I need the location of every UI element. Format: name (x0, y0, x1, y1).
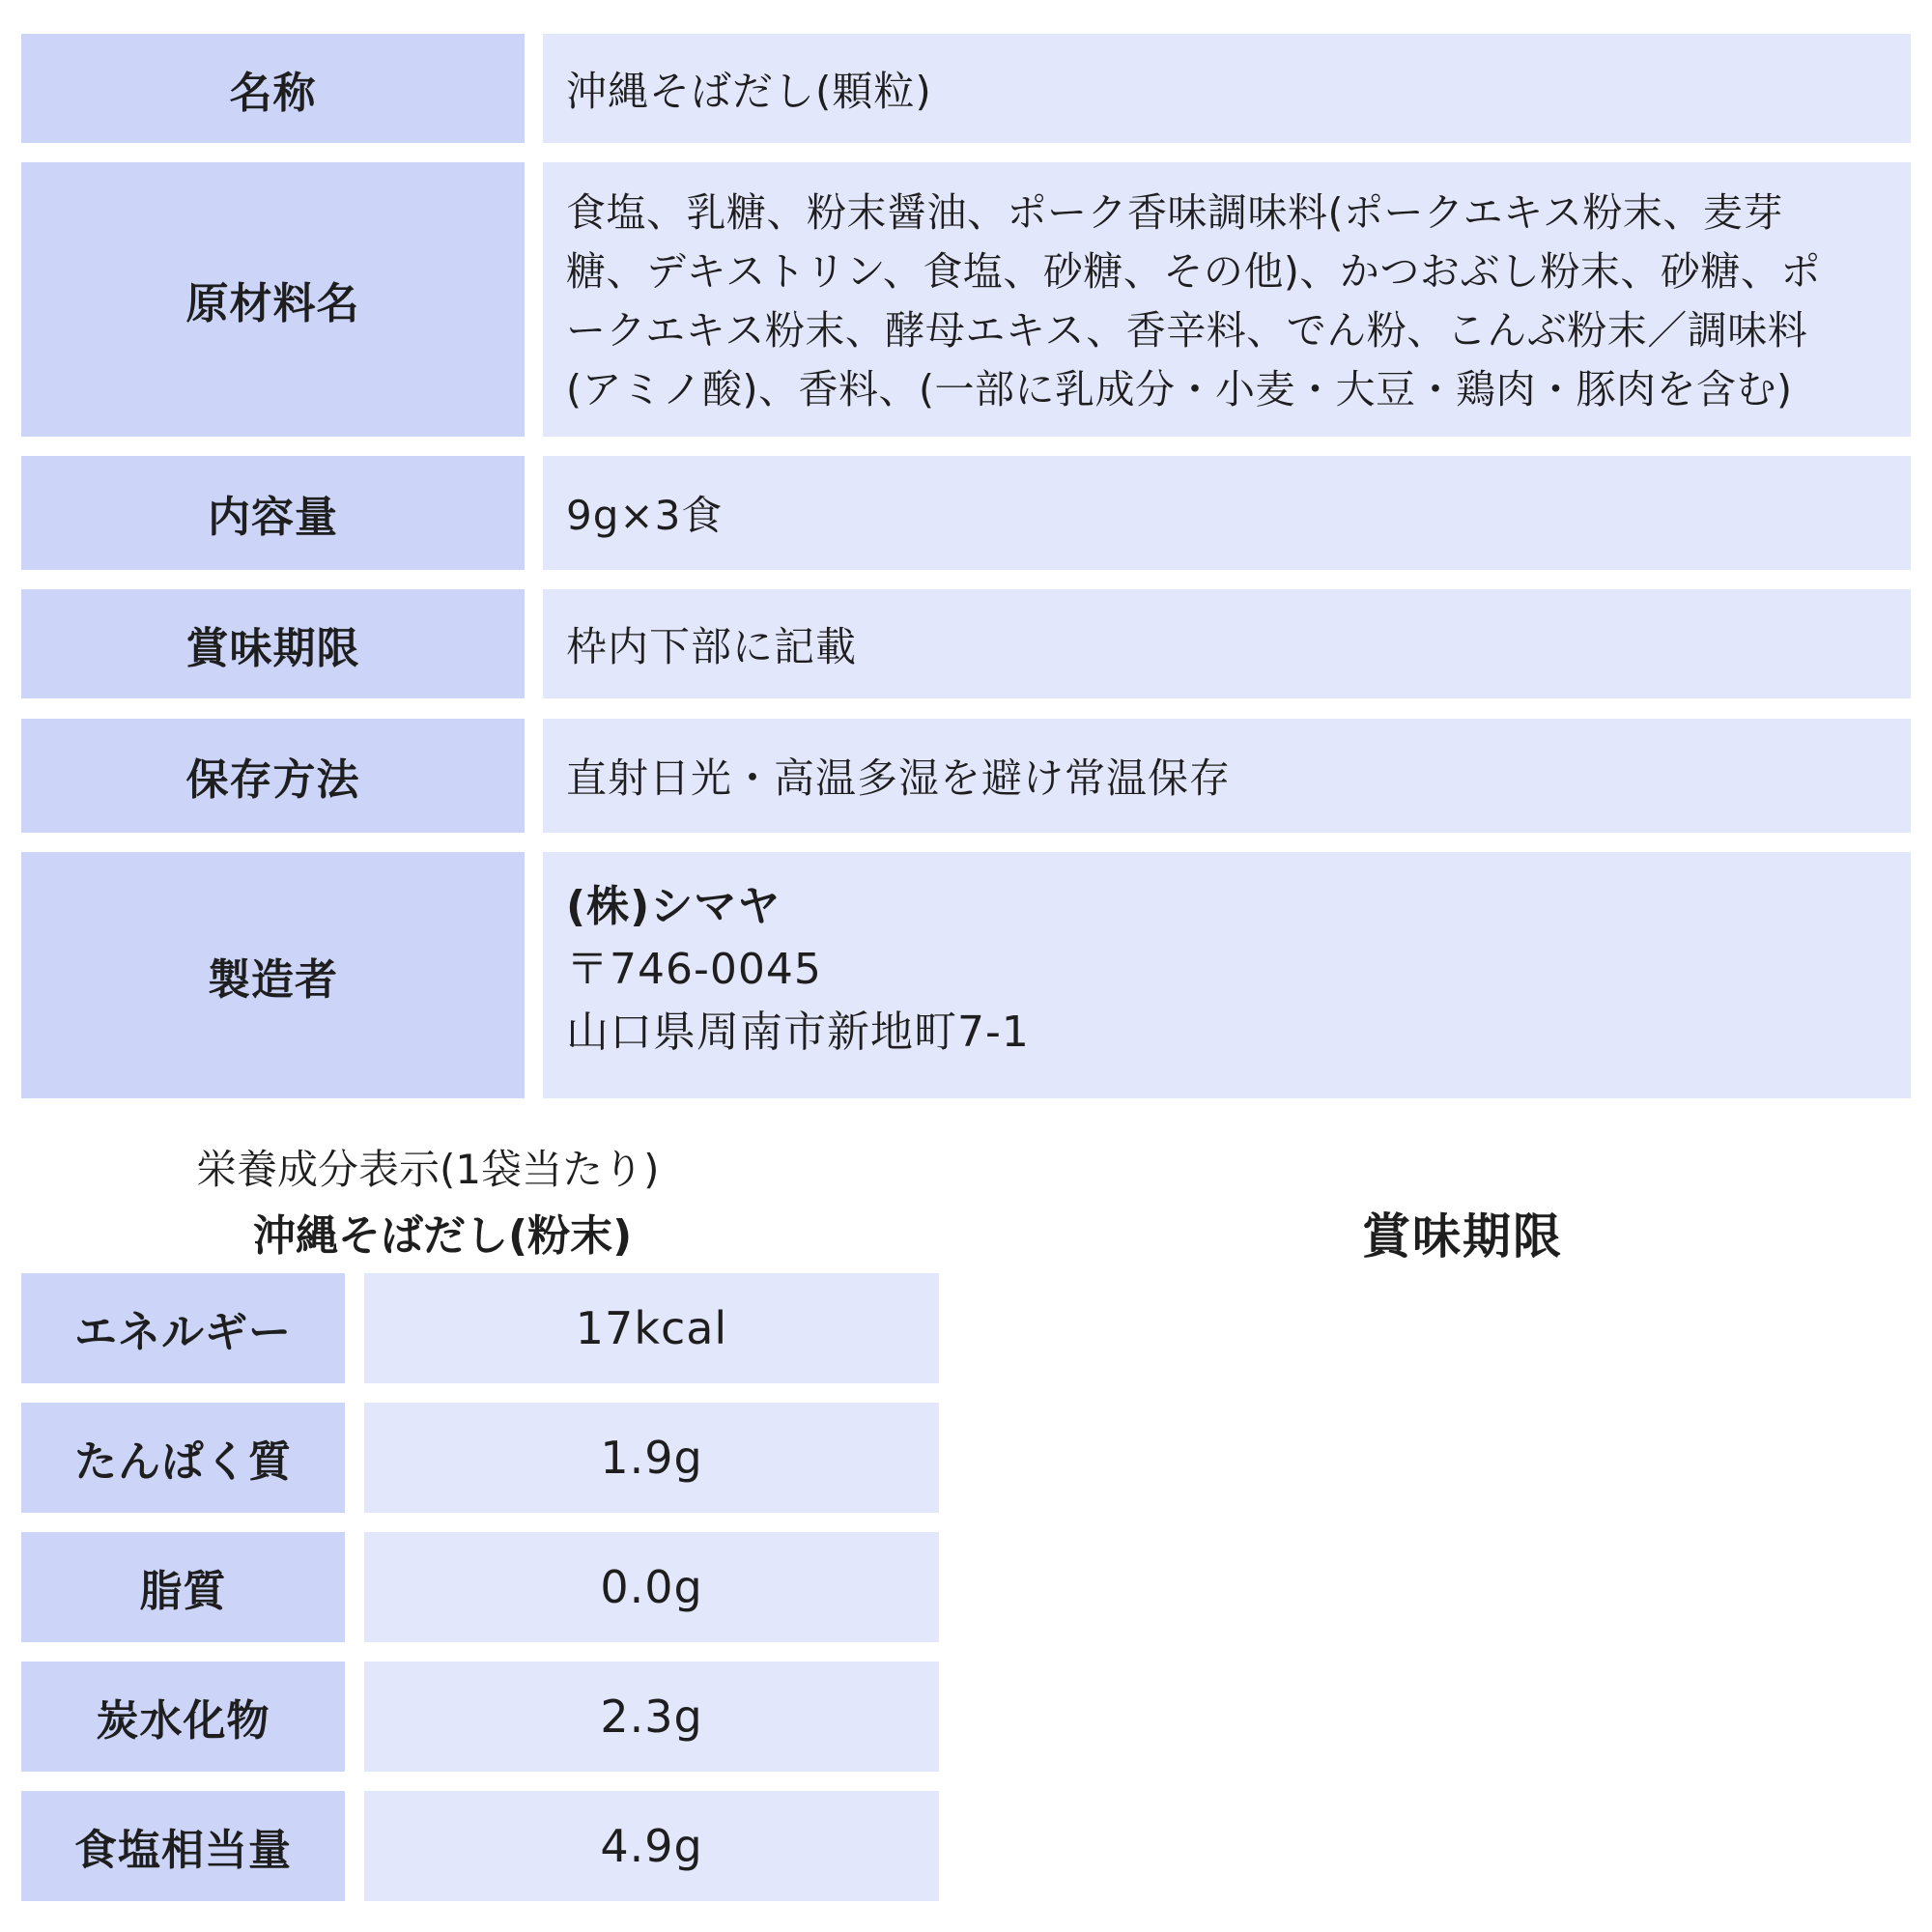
label-ingredients: 原材料名 (21, 162, 525, 437)
label-best-before: 賞味期限 (21, 589, 525, 698)
nutrition-value-carbohydrates: 2.3g (364, 1662, 939, 1772)
value-best-before: 枠内下部に記載 (543, 589, 1911, 698)
value-content-amount: 9g×3食 (543, 456, 1911, 570)
manufacturer-postal-code: 〒746-0045 (566, 945, 822, 994)
label-manufacturer: 製造者 (21, 852, 525, 1098)
nutrition-value-fat: 0.0g (364, 1532, 939, 1642)
nutrition-label-protein: たんぱく質 (21, 1403, 345, 1513)
manufacturer-company: (株)シマヤ (566, 882, 781, 931)
ingredients-line: ークエキス粉末、酵母エキス、香辛料、でん粉、こんぶ粉末／調味料 (566, 307, 1808, 354)
value-ingredients (543, 162, 1911, 437)
nutrition-label-carbohydrates: 炭水化物 (21, 1662, 345, 1772)
nutrition-value-protein: 1.9g (364, 1403, 939, 1513)
ingredients-line: 糖、デキストリン、食塩、砂糖、その他)、かつおぶし粉末、砂糖、ポ (566, 248, 1821, 295)
label-content-amount: 内容量 (21, 456, 525, 570)
nutrition-value-salt: 4.9g (364, 1791, 939, 1901)
ingredients-line: 食塩、乳糖、粉末醤油、ポーク香味調味料(ポークエキス粉末、麦芽 (566, 189, 1783, 236)
nutrition-product-title: 沖縄そばだし(粉末) (253, 1211, 633, 1261)
value-manufacturer (543, 852, 1911, 1098)
nutrition-label-salt: 食塩相当量 (21, 1791, 345, 1901)
nutrition-caption: 栄養成分表示(1袋当たり) (196, 1146, 660, 1193)
label-name: 名称 (21, 34, 525, 143)
value-name: 沖縄そばだし(顆粒) (543, 34, 1911, 143)
label-storage: 保存方法 (21, 719, 525, 833)
best-before-heading: 賞味期限 (1362, 1208, 1563, 1264)
ingredients-line: (アミノ酸)、香料、(一部に乳成分・小麦・大豆・鶏肉・豚肉を含む) (566, 366, 1793, 412)
nutrition-value-energy: 17kcal (364, 1273, 939, 1383)
value-storage: 直射日光・高温多湿を避け常温保存 (543, 719, 1911, 833)
manufacturer-address: 山口県周南市新地町7-1 (566, 1008, 1030, 1057)
nutrition-label-energy: エネルギー (21, 1273, 345, 1383)
nutrition-label-fat: 脂質 (21, 1532, 345, 1642)
